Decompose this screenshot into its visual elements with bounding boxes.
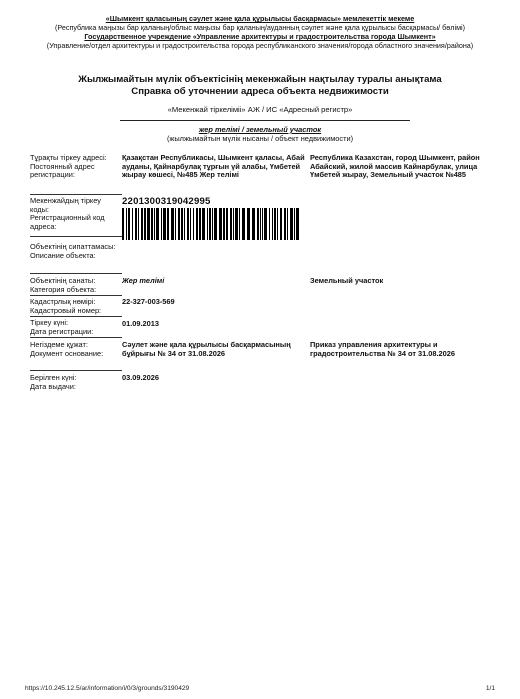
header-ru-sub: (Управление/отдел архитектуры и градостроительства города республиканского значения/города областного значения/района) xyxy=(46,41,474,50)
barcode-bar xyxy=(181,208,183,240)
barcode-bar xyxy=(296,208,299,240)
footer-url: https://10.245.12.5/ar/information/i/0/3/grounds/3190429 xyxy=(25,685,190,692)
label-cadastral-kz: Кадастрлық нөмірі: xyxy=(30,297,96,306)
barcode-bar xyxy=(151,208,153,240)
object-type: жер телімі / земельный участок xyxy=(198,125,322,134)
row-divider xyxy=(30,194,122,195)
value-cadastral: 22-327-003-569 xyxy=(122,297,175,306)
label-cadastral xyxy=(30,298,120,315)
label-description-kz: Объектінің сипаттамасы: xyxy=(30,242,116,251)
label-code-ru: Регистрационный код адреса: xyxy=(30,213,105,231)
header-ru-org: Государственное учреждение «Управление архитектуры и градостроительства города Шымкент» xyxy=(84,32,436,41)
registry-name: «Мекенжай тіркеліміі» АЖ / ИС «Адресный регистр» xyxy=(167,105,353,114)
divider-line xyxy=(120,120,410,121)
value-category-ru: Земельный участок xyxy=(310,276,384,285)
label-code xyxy=(30,197,120,231)
label-basis xyxy=(30,341,120,358)
barcode-bar xyxy=(272,208,273,240)
barcode-bar xyxy=(171,208,174,240)
value-issue-date: 03.09.2026 xyxy=(122,373,159,382)
barcode-bar xyxy=(126,208,127,240)
barcode-bar xyxy=(290,208,293,240)
barcode-bar xyxy=(264,208,267,240)
label-cadastral-ru: Кадастровый номер: xyxy=(30,305,102,315)
barcode-bar xyxy=(294,208,295,240)
row-divider xyxy=(30,316,122,317)
label-address-ru: Постоянный адрес регистрации: xyxy=(30,161,95,180)
barcode-bar xyxy=(167,208,169,240)
value-address-ru: Республика Казахстан, город Шымкент, район Абайский, жилой массив Кайнарбулак, улица Үмбетей жырау, Земельный участок №485 xyxy=(310,153,480,180)
registration-code: 2201300319042995 xyxy=(122,196,211,207)
document-title xyxy=(20,74,500,98)
label-basis-ru: Документ основание: xyxy=(30,348,104,358)
barcode-bar xyxy=(287,208,288,240)
barcode-bar xyxy=(262,208,263,240)
object-type-block xyxy=(20,125,500,143)
row-divider xyxy=(30,337,122,338)
label-reg-date-kz: Тіркеу күні: xyxy=(30,318,69,327)
row-divider xyxy=(30,273,122,274)
barcode-bar xyxy=(207,208,208,240)
label-code-kz: Мекенжайдың тіркеу коды: xyxy=(30,196,101,214)
barcode-bar xyxy=(163,208,166,240)
footer-page-number: 1/1 xyxy=(485,685,495,692)
barcode-bar xyxy=(223,208,225,240)
label-address-kz: Тұрақты тіркеу адресі: xyxy=(30,153,107,162)
barcode-image xyxy=(122,208,300,240)
barcode-bar xyxy=(233,208,234,240)
barcode-bar xyxy=(156,208,159,240)
value-basis-ru: Приказ управления архитектуры и градостроительства № 34 от 31.08.2026 xyxy=(310,340,455,358)
barcode-bar xyxy=(260,208,261,240)
barcode-bar xyxy=(219,208,222,240)
label-issue-date xyxy=(30,374,120,391)
barcode-bar xyxy=(242,208,245,240)
title-ru: Справка об уточнении адреса объекта недвижимости xyxy=(131,86,389,97)
label-description-ru: Описание объекта: xyxy=(30,250,96,260)
barcode-bar xyxy=(214,208,217,240)
barcode-bar xyxy=(280,208,282,240)
label-reg-date-ru: Дата регистрации: xyxy=(30,326,94,336)
row-divider xyxy=(30,236,122,237)
barcode-bar xyxy=(199,208,201,240)
label-issue-date-kz: Берілген күні: xyxy=(30,373,77,382)
label-category xyxy=(30,277,120,294)
label-category-ru: Категория объекта: xyxy=(30,284,97,294)
barcode-bar xyxy=(135,208,137,240)
label-address xyxy=(30,154,120,180)
header-kz-sub: (Республика маңызы бар қаланың/облыс маңызы бар қаланың/ауданның сәулет және қала құрылысы басқармасы/ бөлімі) xyxy=(54,23,466,32)
label-issue-date-ru: Дата выдачи: xyxy=(30,381,76,391)
barcode-bar xyxy=(202,208,205,240)
barcode-bar xyxy=(128,208,130,240)
barcode-bar xyxy=(226,208,228,240)
barcode-bar xyxy=(175,208,176,240)
barcode-bar xyxy=(209,208,211,240)
barcode-bar xyxy=(184,208,185,240)
header-kz-org: «Шымкент қаласының сәулет және қала құрылысы басқармасы» мемлекеттік мекеме xyxy=(105,14,415,23)
barcode-bar xyxy=(147,208,150,240)
barcode-bar xyxy=(190,208,191,240)
barcode-bar xyxy=(284,208,286,240)
value-category-kz: Жер телімі xyxy=(122,276,165,285)
barcode-bar xyxy=(187,208,189,240)
header-block xyxy=(20,14,500,50)
barcode-bar xyxy=(252,208,255,240)
label-basis-kz: Негіздеме құжат: xyxy=(30,340,88,349)
barcode-bar xyxy=(154,208,155,240)
barcode-bar xyxy=(132,208,133,240)
barcode-bar xyxy=(235,208,238,240)
title-kz: Жылжымайтын мүлік объектісінің мекенжайын нақтылау туралы анықтама xyxy=(78,74,442,85)
label-reg-date xyxy=(30,319,120,336)
barcode-bar xyxy=(257,208,259,240)
barcode-bar xyxy=(212,208,213,240)
barcode-bar xyxy=(196,208,198,240)
barcode-bar xyxy=(239,208,240,240)
value-basis-kz: Сәулет және қала құрылысы басқармасының бұйрығы № 34 от 31.08.2026 xyxy=(122,340,291,358)
barcode-bar xyxy=(144,208,146,240)
barcode-bar xyxy=(269,208,270,240)
object-type-sub: (жылжымайтын мүлік нысаны / объект недвижимости) xyxy=(166,134,354,143)
barcode-bar xyxy=(141,208,143,240)
barcode-bar xyxy=(274,208,276,240)
barcode-bar xyxy=(161,208,162,240)
value-address-kz: Қазақстан Республикасы, Шымкент қаласы, Абай ауданы, Қайнарбулақ тұрғын үй алабы, Үмбетей жырау көшесі, №485 Жер телімі xyxy=(122,153,305,180)
label-description xyxy=(30,243,120,260)
barcode-bar xyxy=(178,208,180,240)
row-divider xyxy=(30,370,122,371)
barcode-bar xyxy=(230,208,232,240)
row-divider xyxy=(30,295,122,296)
barcode-bar xyxy=(277,208,278,240)
label-category-kz: Объектінің санаты: xyxy=(30,276,96,285)
barcode-bar xyxy=(138,208,139,240)
value-reg-date: 01.09.2013 xyxy=(122,319,159,328)
barcode-bar xyxy=(193,208,194,240)
barcode-bar xyxy=(247,208,250,240)
barcode-bar xyxy=(122,208,124,240)
